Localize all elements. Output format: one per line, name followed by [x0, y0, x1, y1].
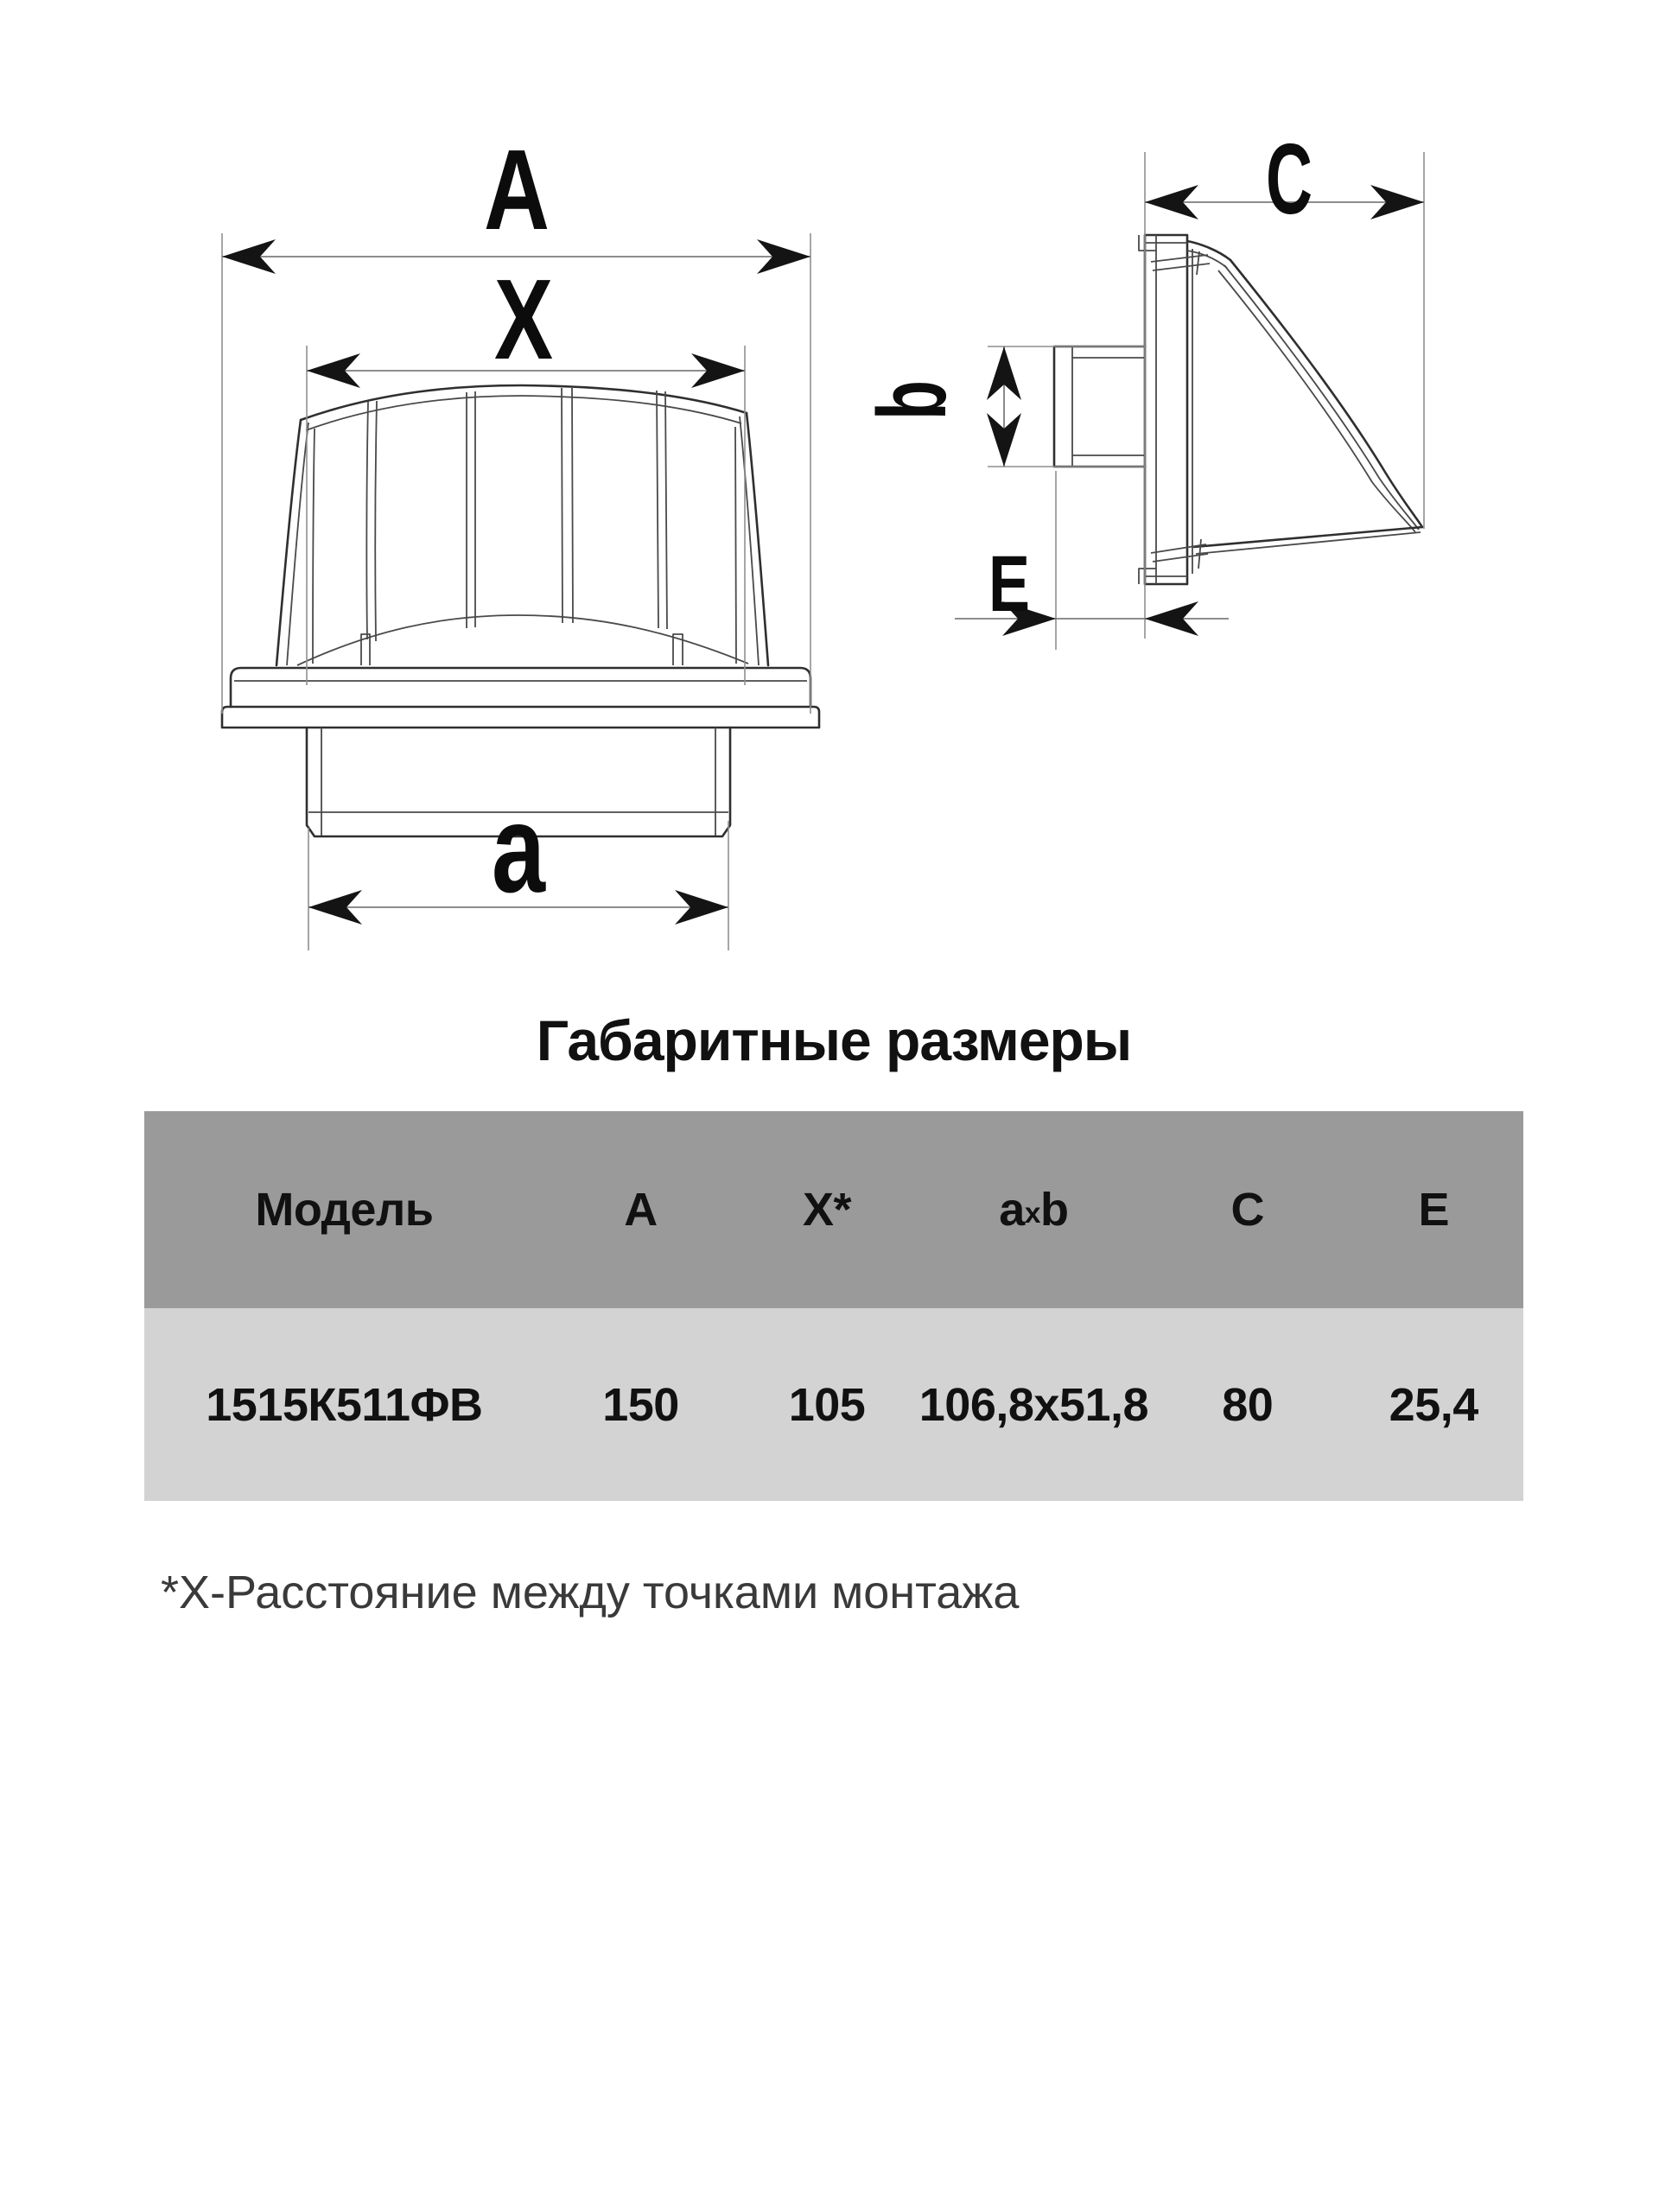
dim-label-X: X [494, 256, 553, 383]
header-axb [917, 1111, 1151, 1308]
dim-label-a: a [492, 779, 547, 918]
dim-label-A: A [484, 126, 550, 253]
header-model: Модель [255, 1184, 434, 1236]
mounting-distance-footnote: *Х-Расстояние между точками монтажа [161, 1567, 1020, 1618]
dim-label-b: b [858, 360, 966, 420]
cell-axb: 106,8x51,8 [918, 1378, 1149, 1431]
front-view [222, 385, 819, 836]
header-axb-a: a [999, 1184, 1025, 1236]
header-axb-x: x [1024, 1197, 1040, 1230]
header-C: C [1230, 1184, 1265, 1236]
cell-E: 25,4 [1389, 1378, 1478, 1431]
side-view-dimensions [858, 123, 1424, 650]
table-header-row [144, 1111, 1523, 1308]
side-view [1054, 235, 1422, 584]
table-data-row [144, 1308, 1523, 1501]
front-view-dimensions [222, 126, 810, 950]
cell-X: 105 [788, 1378, 866, 1431]
header-X: X* [802, 1184, 852, 1236]
dim-label-E: E [988, 540, 1030, 628]
cell-A: 150 [602, 1378, 679, 1431]
dimensions-table [144, 1111, 1523, 1501]
cell-model: 1515К511ФВ [206, 1378, 483, 1431]
header-E: E [1418, 1184, 1449, 1236]
header-axb-b: b [1039, 1184, 1069, 1236]
page-title: Габаритные размеры [536, 1008, 1132, 1072]
dim-label-C: C [1266, 123, 1313, 235]
technical-drawing [0, 0, 1659, 1002]
header-A: A [624, 1184, 658, 1236]
cell-C: 80 [1222, 1378, 1274, 1431]
